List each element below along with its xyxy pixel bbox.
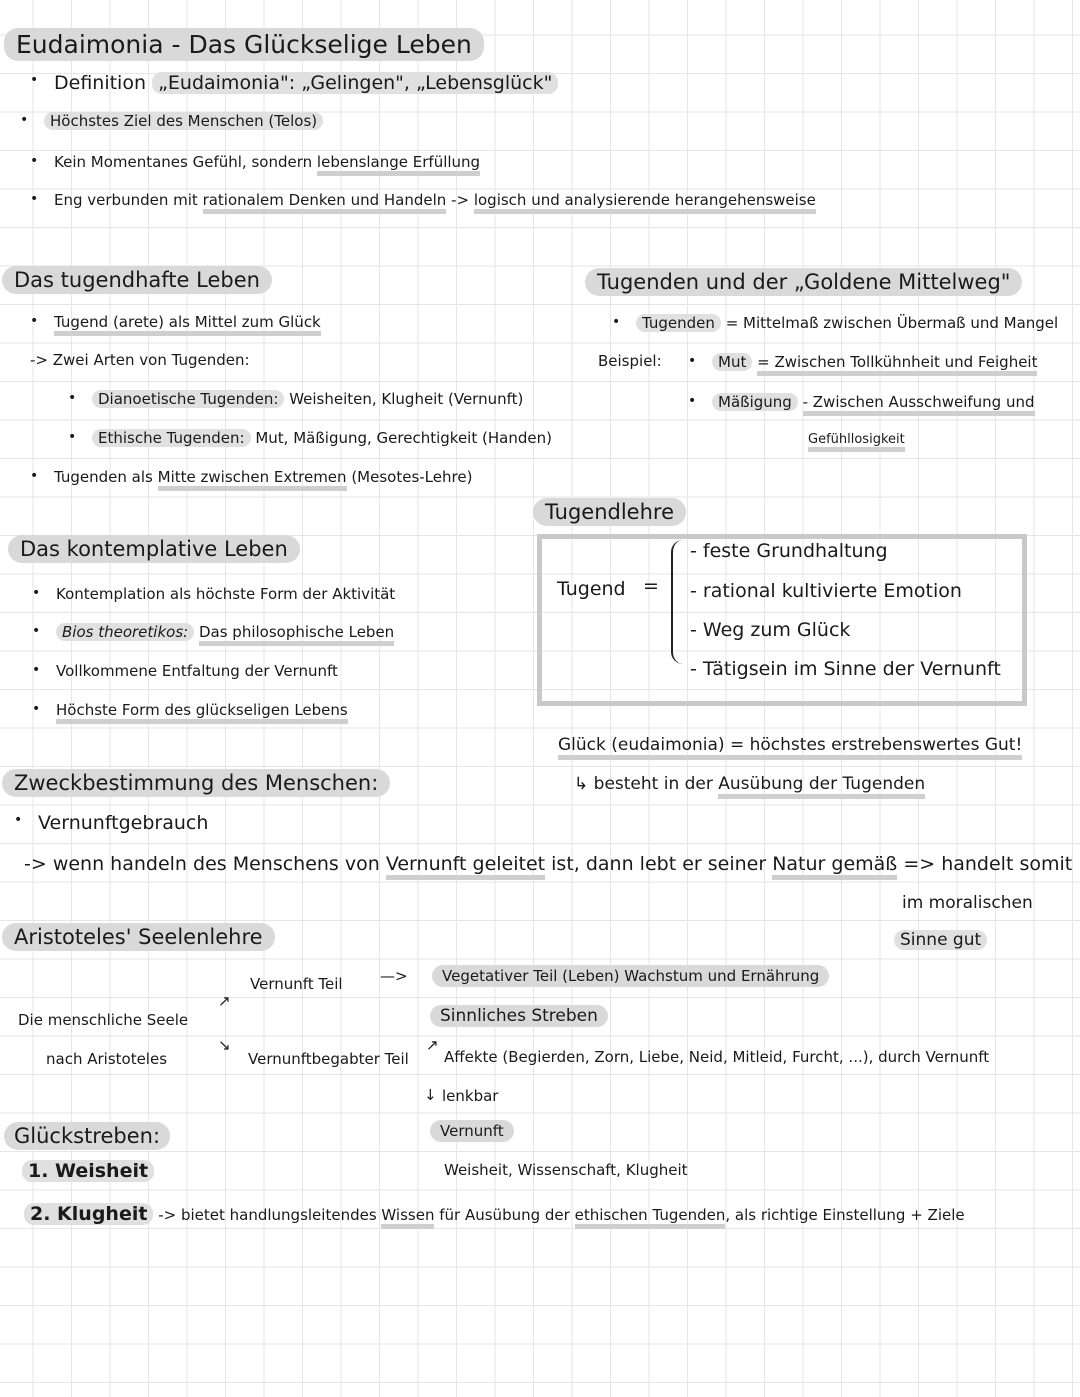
weisheit-text: Weisheit, Wissenschaft, Klugheit xyxy=(444,1161,688,1179)
dianoetische-label: Dianoetische Tugenden: xyxy=(92,390,284,408)
klugheit-text-f: , als richtige Einstellung + Ziele xyxy=(725,1206,965,1224)
rational-text-c: logisch und analysierende herangehensweise xyxy=(474,191,816,214)
maessigung-line xyxy=(712,393,1035,411)
gefuehllosigkeit-text: Gefühllosigkeit xyxy=(808,432,905,452)
mesotes-text-a: Tugenden als xyxy=(54,468,153,486)
mittelmass-line xyxy=(636,314,1058,332)
goal-line: • Höchstes Ziel des Menschen (Telos) xyxy=(44,112,323,130)
mut-line xyxy=(712,353,1037,371)
ethische-label: Ethische Tugenden: xyxy=(92,429,251,447)
dianoetische-line xyxy=(92,390,523,408)
tugendlehre-item: - feste Grundhaltung xyxy=(690,540,888,562)
sinne-gut-line: Sinne gut xyxy=(894,930,987,950)
rational-text-b: rationalem Denken und Handeln xyxy=(203,191,447,214)
moralisch-line: im moralischen xyxy=(902,893,1033,913)
maessigung-text: - Zwischen Ausschweifung und xyxy=(803,393,1035,416)
klugheit-text-e: ethischen Tugenden xyxy=(575,1206,726,1229)
klugheit-line xyxy=(24,1203,965,1225)
arrow-down-icon: ↘ xyxy=(218,1036,231,1054)
zweck-text-b: Vernunft geleitet xyxy=(386,853,545,880)
zweck-text-e: => handelt somit xyxy=(903,853,1073,875)
klugheit-text-c: Wissen xyxy=(381,1206,434,1229)
glueck-line: Glück (eudaimonia) = höchstes erstrebenswertes Gut! xyxy=(558,735,1022,760)
zweck-line xyxy=(24,853,1072,875)
maessigung-label: Mäßigung xyxy=(712,393,798,411)
rational-line xyxy=(54,191,816,209)
page-title: Eudaimonia - Das Glückselige Leben xyxy=(4,28,484,61)
arrow-down-small-icon: ↓ xyxy=(424,1086,437,1104)
vernunftgebrauch-line: • Vernunftgebrauch xyxy=(38,812,208,834)
lenkbar-text: lenkbar xyxy=(442,1087,499,1105)
klugheit-label: 2. Klugheit xyxy=(24,1203,153,1225)
feeling-text: Kein Momentanes Gefühl, sondern xyxy=(54,153,313,171)
weisheit-item: 1. Weisheit xyxy=(22,1160,154,1182)
arrow-up-small-icon: ↗ xyxy=(426,1036,439,1054)
vegetativ-text: Vegetativer Teil (Leben) Wachstum und Ernährung xyxy=(432,965,829,987)
tugendlehre-item: - rational kultivierte Emotion xyxy=(690,580,962,602)
tugendlehre-item: - Weg zum Glück xyxy=(690,619,851,641)
mittelmass-label: Tugenden xyxy=(636,314,721,332)
klugheit-text-d: für Ausübung der xyxy=(439,1206,570,1224)
section-heading-mittelweg: Tugenden und der „Goldene Mittelweg" xyxy=(585,268,1022,296)
mesotes-line xyxy=(54,468,472,486)
mut-label: Mut xyxy=(712,353,752,371)
zweck-text-d: Natur gemäß xyxy=(772,853,897,880)
section-heading-seelenlehre: Aristoteles' Seelenlehre xyxy=(2,923,275,951)
zweck-text-c: ist, dann lebt er seiner xyxy=(551,853,767,875)
mesotes-text-b: Mitte zwischen Extremen xyxy=(158,468,347,491)
mut-text: = Zwischen Tollkühnheit und Feigheit xyxy=(757,353,1037,376)
tugendlehre-item: - Tätigsein im Sinne der Vernunft xyxy=(690,658,1001,680)
arrow-icon: -> xyxy=(451,191,470,209)
feeling-line xyxy=(54,153,480,171)
section-heading-tugendlehre: Tugendlehre xyxy=(533,498,686,526)
ethische-line xyxy=(92,429,552,447)
definition-value: „Eudaimonia": „Gelingen", „Lebensglück" xyxy=(152,72,558,94)
arrow-up-icon: ↗ xyxy=(218,992,231,1010)
zweck-text-a: -> wenn handeln des Menschens von xyxy=(24,853,380,875)
mesotes-text-c: (Mesotes-Lehre) xyxy=(351,468,473,486)
tugend-label: Tugend xyxy=(557,578,626,600)
hoechste-form-line: • Höchste Form des glückseligen Lebens xyxy=(56,701,348,724)
fulfillment-text: lebenslange Erfüllung xyxy=(317,153,480,176)
bios-label: Bios theoretikos: xyxy=(56,623,194,641)
definition-label: Definition xyxy=(54,72,147,94)
dianoetische-text: Weisheiten, Klugheit (Vernunft) xyxy=(289,390,524,408)
ausuebung-text: Ausübung der Tugenden xyxy=(718,774,925,799)
besteht-text: ↳ besteht in der xyxy=(574,774,713,794)
tugend-mittel-line xyxy=(54,313,321,331)
definition-line xyxy=(54,72,558,94)
arrow-right-icon: —> xyxy=(380,967,408,985)
equals-sign: = xyxy=(643,575,659,597)
seele-left-2: nach Aristoteles xyxy=(46,1050,168,1068)
zwei-arten-line: -> Zwei Arten von Tugenden: xyxy=(30,351,250,369)
tugend-mittel-text: Tugend (arete) als Mittel zum Glück xyxy=(54,313,321,336)
section-heading-glueckstreben: Glückstreben: xyxy=(4,1122,170,1150)
besteht-line xyxy=(574,774,925,794)
brace-icon xyxy=(671,540,687,664)
kontemplation-line: • Kontemplation als höchste Form der Aktivität xyxy=(56,585,395,603)
bios-line xyxy=(56,623,394,641)
ethische-text: Mut, Mäßigung, Gerechtigkeit (Handen) xyxy=(255,429,552,447)
entfaltung-line: • Vollkommene Entfaltung der Vernunft xyxy=(56,662,338,680)
klugheit-text-b: -> bietet handlungsleitendes xyxy=(158,1206,377,1224)
vernunftbegabt-label: Vernunftbegabter Teil xyxy=(248,1050,409,1068)
mittelmass-text: = Mittelmaß zwischen Übermaß und Mangel xyxy=(725,314,1059,332)
beispiel-label: Beispiel: xyxy=(598,352,662,370)
vernunft-text: Vernunft xyxy=(430,1120,514,1142)
affekte-text: Affekte (Begierden, Zorn, Liebe, Neid, Mitleid, Furcht, ...), durch Vernunft xyxy=(444,1048,990,1066)
bios-text: Das philosophische Leben xyxy=(199,623,394,646)
seele-left-1: Die menschliche Seele xyxy=(18,1011,189,1029)
vernunft-teil-label: Vernunft Teil xyxy=(250,975,343,993)
section-heading-tugendhaft: Das tugendhafte Leben xyxy=(2,266,272,294)
rational-text-a: Eng verbunden mit xyxy=(54,191,198,209)
sinnlich-text: Sinnliches Streben xyxy=(430,1005,608,1027)
section-heading-zweck: Zweckbestimmung des Menschen: xyxy=(2,769,390,797)
section-heading-kontemplativ: Das kontemplative Leben xyxy=(8,535,300,563)
